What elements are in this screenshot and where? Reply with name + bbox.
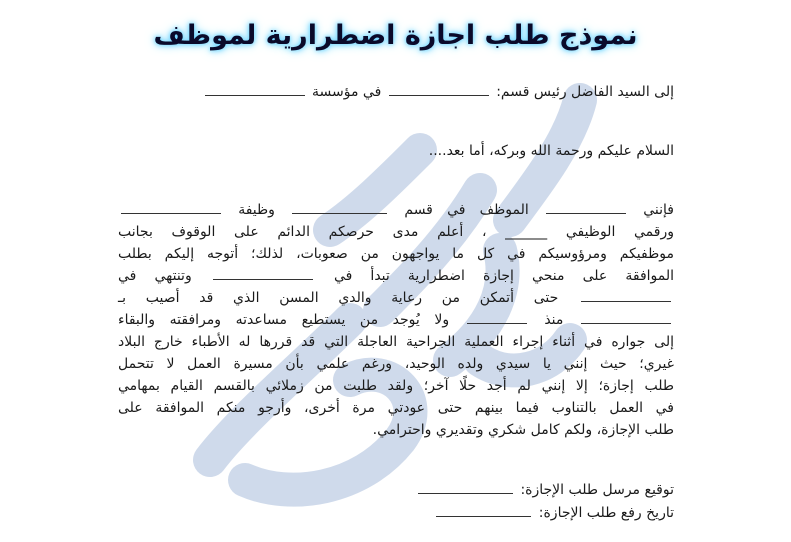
institution-blank xyxy=(205,83,305,96)
body-text: منذ xyxy=(544,312,564,328)
body-text: الموافقة على منحي إجازة اضطرارية تبدأ في xyxy=(333,268,675,284)
body-row-4 xyxy=(118,265,674,287)
body-row-11: طلب الإجازة، ولكم كامل شكري وتقديري واحترامي. xyxy=(372,422,674,438)
signature-blank xyxy=(418,481,513,494)
body-row-1 xyxy=(118,199,674,221)
body-row-7: إلى جواره في أثناء إجراء العملية الجراحية العاجلة التي قد قررها له الأطباء خارج البلاد xyxy=(118,334,674,350)
date-line xyxy=(433,503,674,523)
department-name-blank xyxy=(292,201,387,214)
body-row-3: موظفيكم ومرؤوسيكم في كل ما يواجهون من صعوبات، لذلك؛ أتوجه إليكم بطلب xyxy=(118,246,674,262)
since-blank xyxy=(467,311,527,324)
body-row-8: غيري؛ حيث إنني يا سيدي ولده الوحيد، ورغم علمي بأن مسيرة العمل لا تتحمل xyxy=(118,356,674,372)
submission-date-blank xyxy=(436,504,531,517)
start-date-blank xyxy=(213,267,313,280)
body-row-6 xyxy=(118,309,674,331)
greeting: السلام عليكم ورحمة الله وبركه، أما بعد.... xyxy=(428,143,674,159)
body-row-10: في العمل بالتناوب فيما بينهم حتى عودتي مرة أخرى، وأرجو منكم الموافقة على xyxy=(118,400,674,416)
job-title-blank xyxy=(121,201,221,214)
body-text: فإنني xyxy=(643,202,674,218)
page-title: نموذج طلب اجازة اضطرارية لموظف xyxy=(153,20,638,51)
department-blank xyxy=(389,83,489,96)
body-text: حتى أتمكن من رعاية والدي المسن الذي قد أصيب بـ xyxy=(118,290,559,306)
recipient-label: إلى السيد الفاضل رئيس قسم: xyxy=(496,84,674,100)
employee-name-blank xyxy=(546,201,626,214)
body-row-2: ورقمي الوظيفي ______ ، أعلم مدى حرصكم الدائم على الوقوف بجانب xyxy=(118,224,674,240)
signature-label: توقيع مرسل طلب الإجازة: xyxy=(520,482,674,498)
body-text: وظيفة xyxy=(238,202,275,218)
body-row-5 xyxy=(118,287,674,309)
letter-body xyxy=(118,199,674,441)
date-label: تاريخ رفع طلب الإجازة: xyxy=(538,505,674,521)
body-text: الموظف في قسم xyxy=(404,202,529,218)
body-text: ولا يُوجد من يستطيع مساعدته ومرافقته والبقاء xyxy=(118,312,450,328)
institution-label: في مؤسسة xyxy=(312,84,382,100)
signature-line xyxy=(415,480,674,500)
body-text: وتنتهي في xyxy=(118,268,192,284)
body-row-9: طلب إجازة؛ إلا إنني لم أجد حلًا آخر؛ ولقد طلبت من زملائي بالقسم القيام بمهامي xyxy=(118,378,674,394)
illness-blank xyxy=(581,311,671,324)
recipient-line xyxy=(202,82,674,102)
end-date-blank xyxy=(581,289,671,302)
